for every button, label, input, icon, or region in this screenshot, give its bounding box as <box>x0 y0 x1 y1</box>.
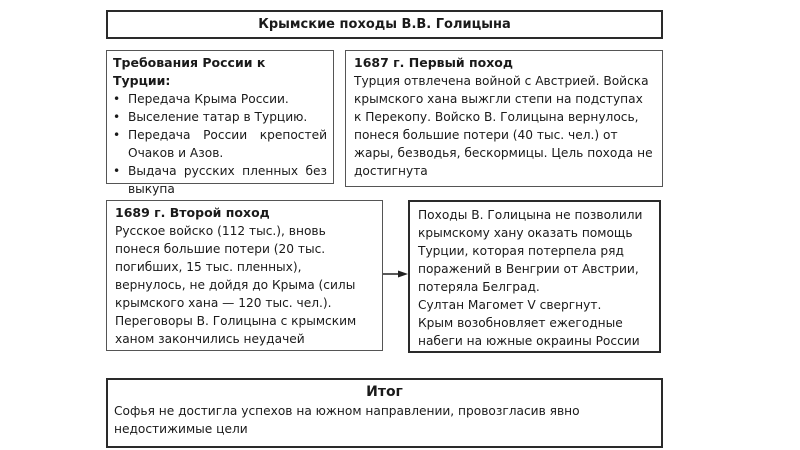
demand-item <box>113 108 327 126</box>
consequences-box <box>408 200 661 353</box>
second-campaign-text: Русское войско (112 тыс.), вновь понеся большие потери (20 тыс. погибших, 15 тыс. пленных), вернулось, не дойдя до Крыма (силы крымского хана — 120 тыс. чел.). <box>115 224 356 310</box>
consequence-line: Крым возобновляет ежегодные набеги на южные окраины России <box>418 316 640 348</box>
demand-text: Выселение татар в Турцию. <box>128 110 308 124</box>
summary-heading: Итог <box>366 384 403 400</box>
bullet-icon: • <box>113 110 121 124</box>
consequence-line: Султан Магомет V свергнут. <box>418 298 602 312</box>
summary-text: Софья не достигла успехов на южном направлении, провозгласив явно недостижимые цели <box>114 404 580 436</box>
diagram-title-text: Крымские походы В.В. Голицына <box>258 17 511 32</box>
demand-text: Передача России крепостей Очаков и Азов. <box>128 128 327 160</box>
demand-text: Передача Крыма России. <box>128 92 289 106</box>
second-campaign-heading: 1689 г. Второй поход <box>115 205 270 220</box>
first-campaign-text: Турция отвлечена войной с Австрией. Войска крымского хана выжгли степи на подступах к Перекопу. Войско В. Голицына вернулось, понеся большие потери (40 тыс. чел.) от жары, безводья, бескормицы. Цель похода не достигнута <box>354 74 653 178</box>
second-campaign-box <box>106 200 383 351</box>
bullet-icon: • <box>113 92 121 106</box>
summary-box <box>106 378 663 448</box>
demand-item <box>113 162 327 198</box>
demands-heading: Требования России к Турции: <box>113 55 266 88</box>
first-campaign-heading: 1687 г. Первый поход <box>354 55 513 70</box>
arrow-right-icon <box>383 269 408 279</box>
consequence-line: Походы В. Голицына не позволили крымскому хану оказать помощь Турции, которая потерпела ряд поражений в Венгрии от Австрии, потеряла Белград. <box>418 208 643 294</box>
diagram-title <box>106 10 663 39</box>
demand-item <box>113 126 327 162</box>
second-campaign-negotiations: Переговоры В. Голицына с крымским ханом закончились неудачей <box>115 314 357 346</box>
first-campaign-box <box>345 50 663 187</box>
bullet-icon: • <box>113 128 121 142</box>
bullet-icon: • <box>113 164 121 178</box>
demand-text: Выдача русских пленных без выкупа <box>128 164 327 196</box>
demands-box <box>106 50 334 196</box>
demands-list <box>113 90 327 198</box>
demand-item <box>113 90 327 108</box>
